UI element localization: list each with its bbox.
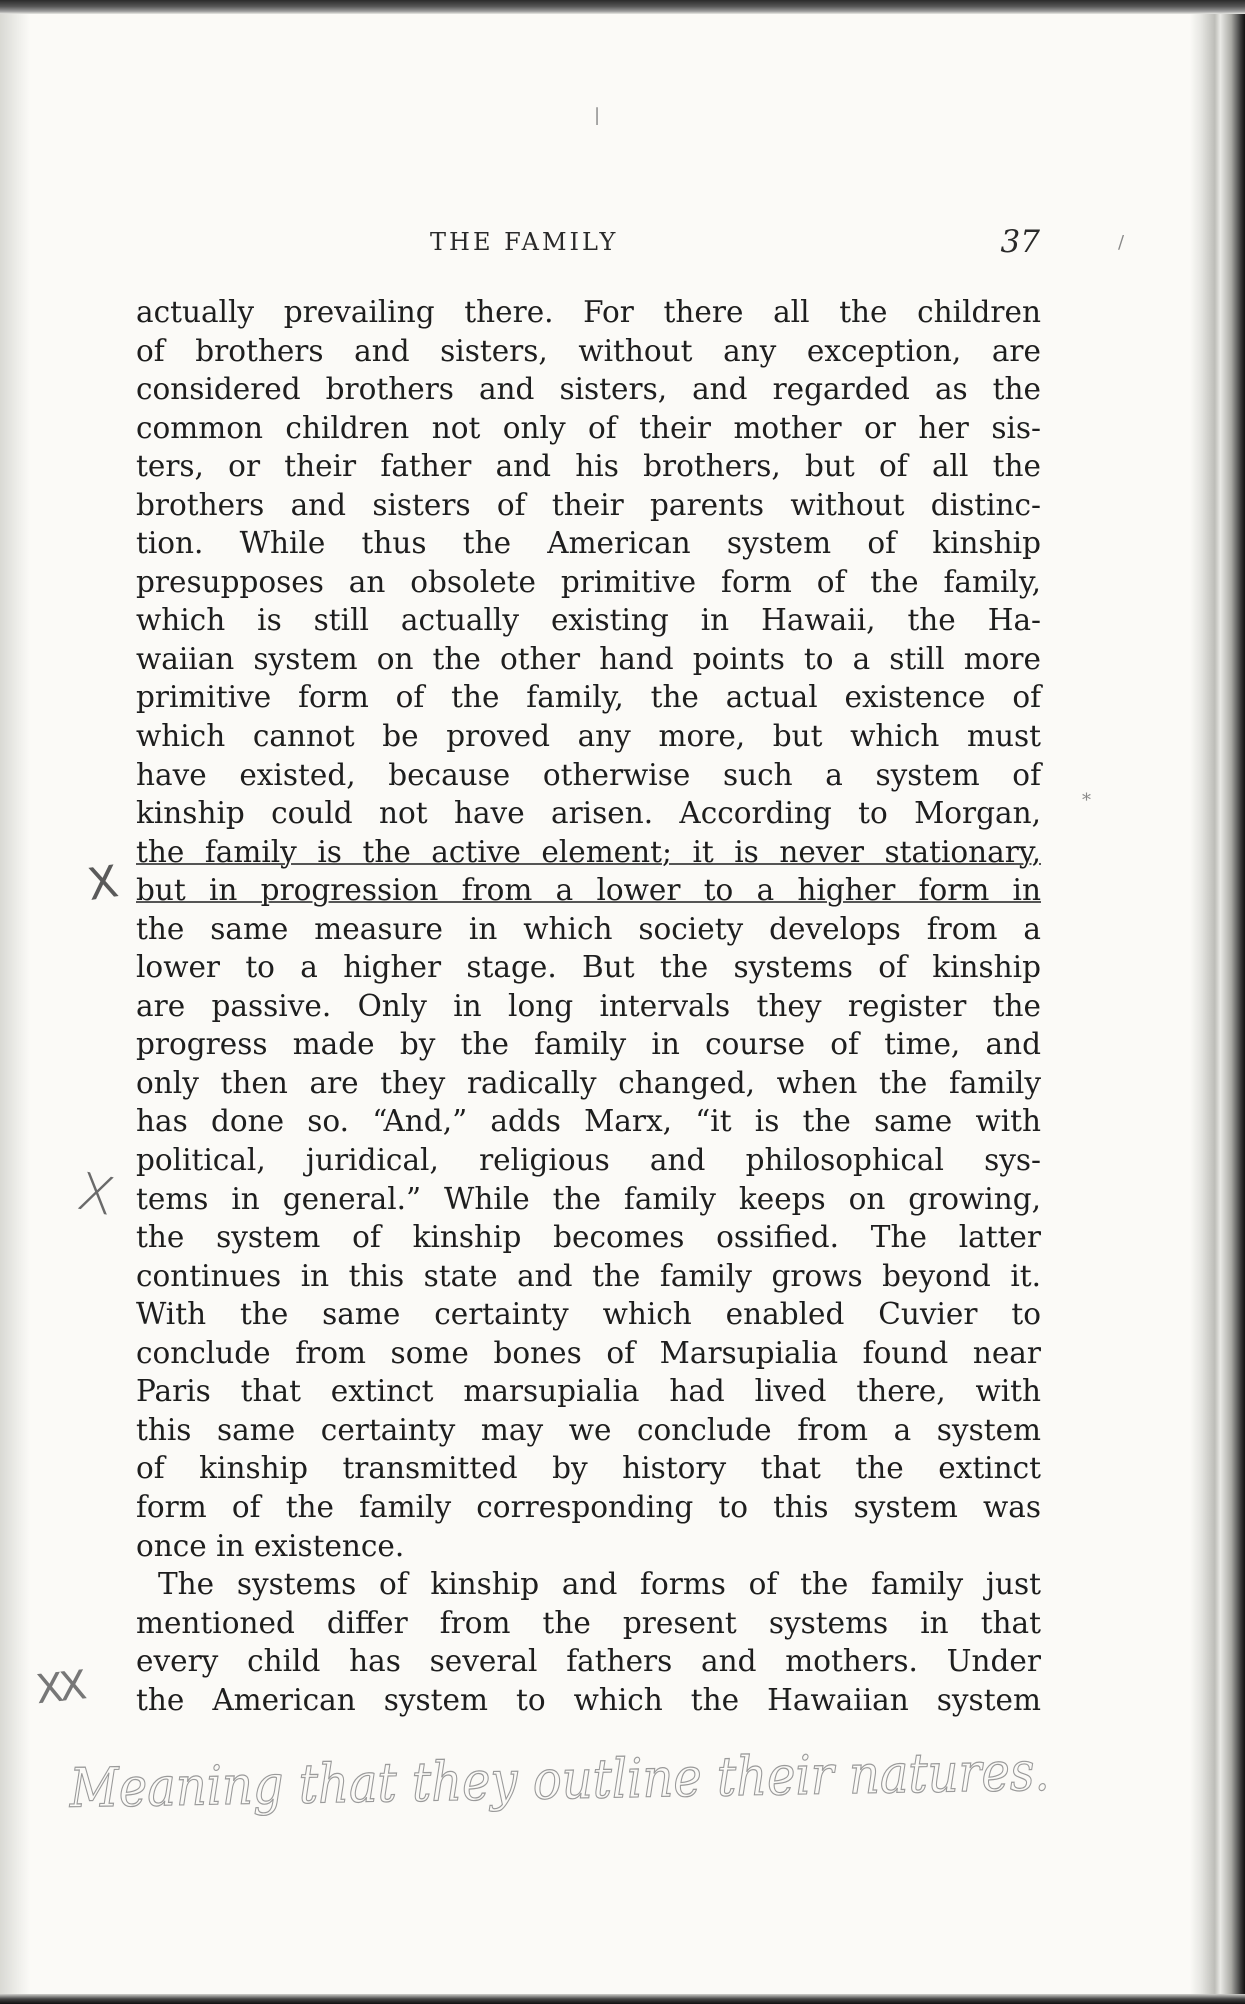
text-line: actually prevailing there. For there all the children [136,295,1041,329]
text-line: Paris that extinct marsupialia had lived there, with [136,1374,1041,1409]
text-line: only then are they radically changed, when the family [136,1065,1041,1100]
stray-mark: * [1082,790,1091,811]
text-line: lower to a higher stage. But the systems of kinship [136,950,1041,985]
scan-bottom-edge [0,1994,1245,2004]
underlined-text-line: the family is the active element; it is never stationary, [136,834,1041,869]
text-line: kinship could not have arisen. According to Morgan, [136,796,1041,831]
text-line: tems in general.” While the family keeps on growing, [136,1181,1041,1216]
text-line: continues in this state and the family grows beyond it. [136,1258,1041,1293]
text-line: tion. While thus the American system of kinship [136,526,1041,561]
text-line: primitive form of the family, the actual existence of [136,680,1041,715]
margin-xx-mark: XX [33,1662,86,1714]
body-text [136,293,1041,1719]
text-line: considered brothers and sisters, and regarded as the [136,372,1041,407]
scan-left-gutter [0,14,30,1994]
stray-mark: / [1118,232,1125,253]
text-line: waiian system on the other hand points to a still more [136,641,1041,676]
text-line: ters, or their father and his brothers, but of all the [136,449,1041,484]
book-spine-edge [1190,14,1245,1994]
paragraph-start-line: The systems of kinship and forms of the family just [158,1567,1041,1602]
margin-x-mark-2: X [72,1161,120,1229]
text-line: which cannot be proved any more, but which must [136,719,1041,754]
margin-x-mark-1: X [84,856,122,911]
page-number: 37 [1000,224,1040,260]
text-line: common children not only of their mother or her sis- [136,410,1041,445]
text-line: of brothers and sisters, without any exception, are [136,333,1041,368]
text-line: presupposes an obsolete primitive form of the family, [136,564,1041,599]
text-line: the same measure in which society develops from a [136,911,1041,946]
stray-mark: | [594,105,601,126]
text-line: With the same certainty which enabled Cuvier to [136,1297,1041,1332]
text-line: political, juridical, religious and philosophical sys- [136,1143,1041,1178]
paragraph-end-line: once in existence. [136,1528,405,1563]
text-line: conclude from some bones of Marsupialia found near [136,1335,1041,1370]
text-line: has done so. “And,” adds Marx, “it is the same with [136,1104,1041,1139]
running-title: THE FAMILY [430,228,619,256]
text-line: of kinship transmitted by history that the extinct [136,1451,1041,1486]
text-line: have existed, because otherwise such a system of [136,757,1041,792]
running-head [140,224,1040,268]
text-line: which is still actually existing in Hawaii, the Ha- [136,603,1041,638]
text-line: brothers and sisters of their parents without distinc- [136,487,1041,522]
underlined-text-line: but in progression from a lower to a higher form in [136,873,1041,908]
text-line: mentioned differ from the present systems in that [136,1605,1041,1640]
text-line: form of the family corresponding to this system was [136,1489,1041,1524]
text-line: every child has several fathers and mothers. Under [136,1644,1041,1679]
handwritten-note-text: Meaning that they outline their natures. [69,1737,1174,1820]
scan-top-edge [0,0,1245,14]
handwritten-note [60,1725,1174,1895]
text-line: the system of kinship becomes ossified. The latter [136,1220,1041,1255]
text-line: this same certainty may we conclude from a system [136,1412,1041,1447]
text-line: the American system to which the Hawaiian system [136,1682,1041,1717]
text-line: progress made by the family in course of time, and [136,1027,1041,1062]
text-line: are passive. Only in long intervals they register the [136,988,1041,1023]
